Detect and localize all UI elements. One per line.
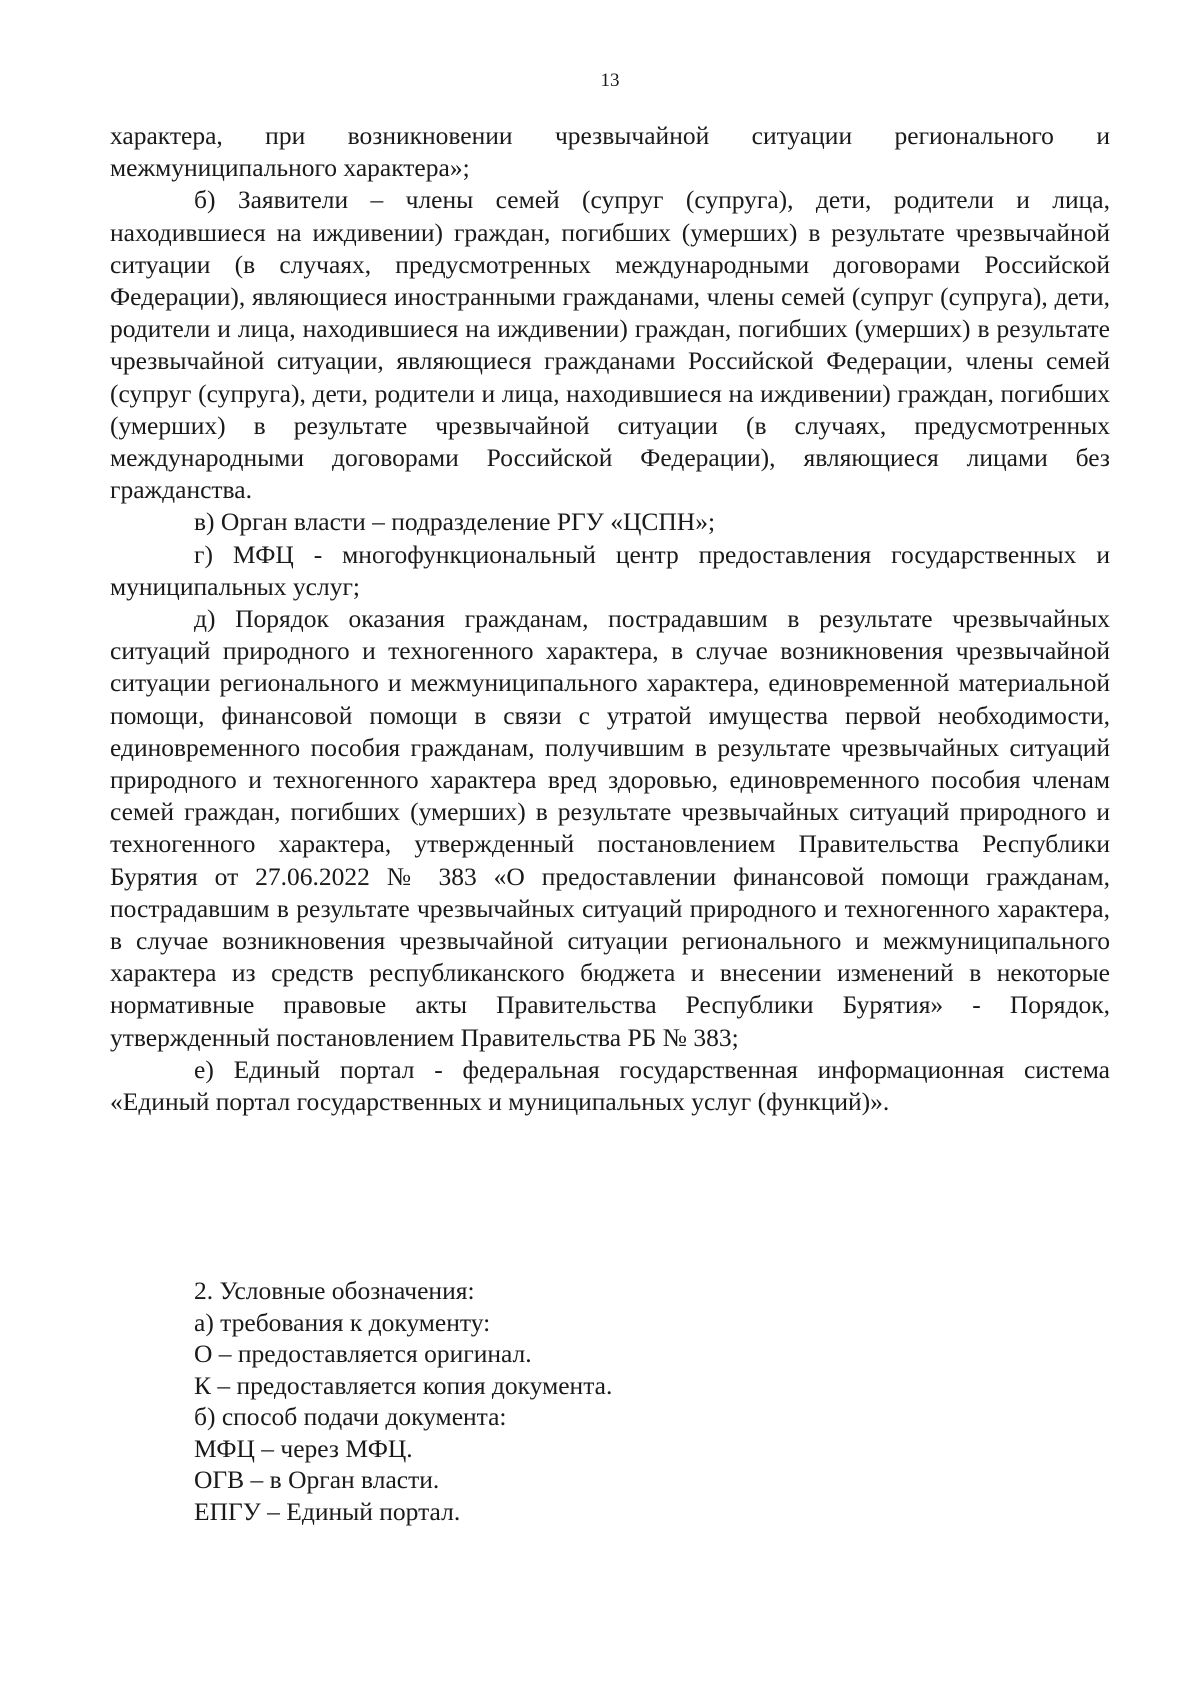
- legend-item: а) требования к документу:: [194, 1307, 491, 1337]
- paragraph-applicants: б) Заявители – члены семей (супруг (супруга), дети, родители и лица, находившиеся на иждивении) граждан, погибших (умерших) в результате чрезвычайной ситуации (в случаях, предусмотренных международными договорами Российской Федерации), являющиеся иностранными гражданами, члены семей (супруг (супруга), дети, родители и лица, находившиеся на иждивении) граждан, погибших (умерших) в результате чрезвычайной ситуации, являющиеся гражданами Российской Федерации, члены семей (супруг (супруга), дети, родители и лица, находившиеся на иждивении) граждан, погибших (умерших) в результате чрезвычайной ситуации (в случаях, предусмотренных международными договорами Российской Федерации), являющиеся лицами без гражданства.: [110, 185, 1110, 505]
- legend-item: ЕПГУ – Единый портал.: [194, 1496, 461, 1526]
- legend-heading: 2. Условные обозначения:: [194, 1276, 475, 1305]
- legend-item: МФЦ – через МФЦ.: [194, 1433, 413, 1463]
- legend-item: К – предоставляется копия документа.: [194, 1370, 613, 1400]
- paragraph-mfc: г) МФЦ - многофункциональный центр предоставления государственных и муниципальных услуг;: [110, 539, 1110, 601]
- paragraph-procedure: д) Порядок оказания гражданам, пострадавшим в результате чрезвычайных ситуаций природного и техногенного характера, в случае возникновения чрезвычайной ситуации регионального и межмуниципального характера, единовременной материальной помощи, финансовой помощи в связи с утратой имущества первой необходимости, единовременного пособия гражданам, получившим в результате чрезвычайных ситуаций природного и техногенного характера вред здоровью, единовременного пособия членам семей граждан, погибших (умерших) в результате чрезвычайных ситуаций природного и техногенного характера, утвержденный постановлением Правительства Республики Бурятия от 27.06.2022 № 383 «О предоставлении финансовой помощи гражданам, пострадавшим в результате чрезвычайных ситуаций природного и техногенного характера, в случае возникновения чрезвычайной ситуации регионального и межмуниципального характера из средств республиканского бюджета и внесении изменений в некоторые нормативные правовые акты Правительства Республики Бурятия» - Порядок, утвержденный постановлением Правительства РБ № 383;: [110, 604, 1110, 1052]
- paragraph-unified-portal: е) Единый портал - федеральная государственная информационная система «Единый портал государственных и муниципальных услуг (функций)».: [110, 1054, 1110, 1117]
- legend-item: ОГВ – в Орган власти.: [194, 1465, 440, 1494]
- legend-section: [194, 1275, 1094, 1527]
- legend-item: б) способ подачи документа:: [194, 1402, 507, 1431]
- definitions-section: [110, 120, 1110, 1118]
- legend-item: О – предоставляется оригинал.: [194, 1339, 532, 1368]
- paragraph-authority: в) Орган власти – подразделение РГУ «ЦСПН»;: [194, 507, 716, 537]
- paragraph-continuation: характера, при возникновении чрезвычайной ситуации регионального и межмуниципального характера»;: [110, 121, 1110, 183]
- page-number: 13: [600, 70, 620, 91]
